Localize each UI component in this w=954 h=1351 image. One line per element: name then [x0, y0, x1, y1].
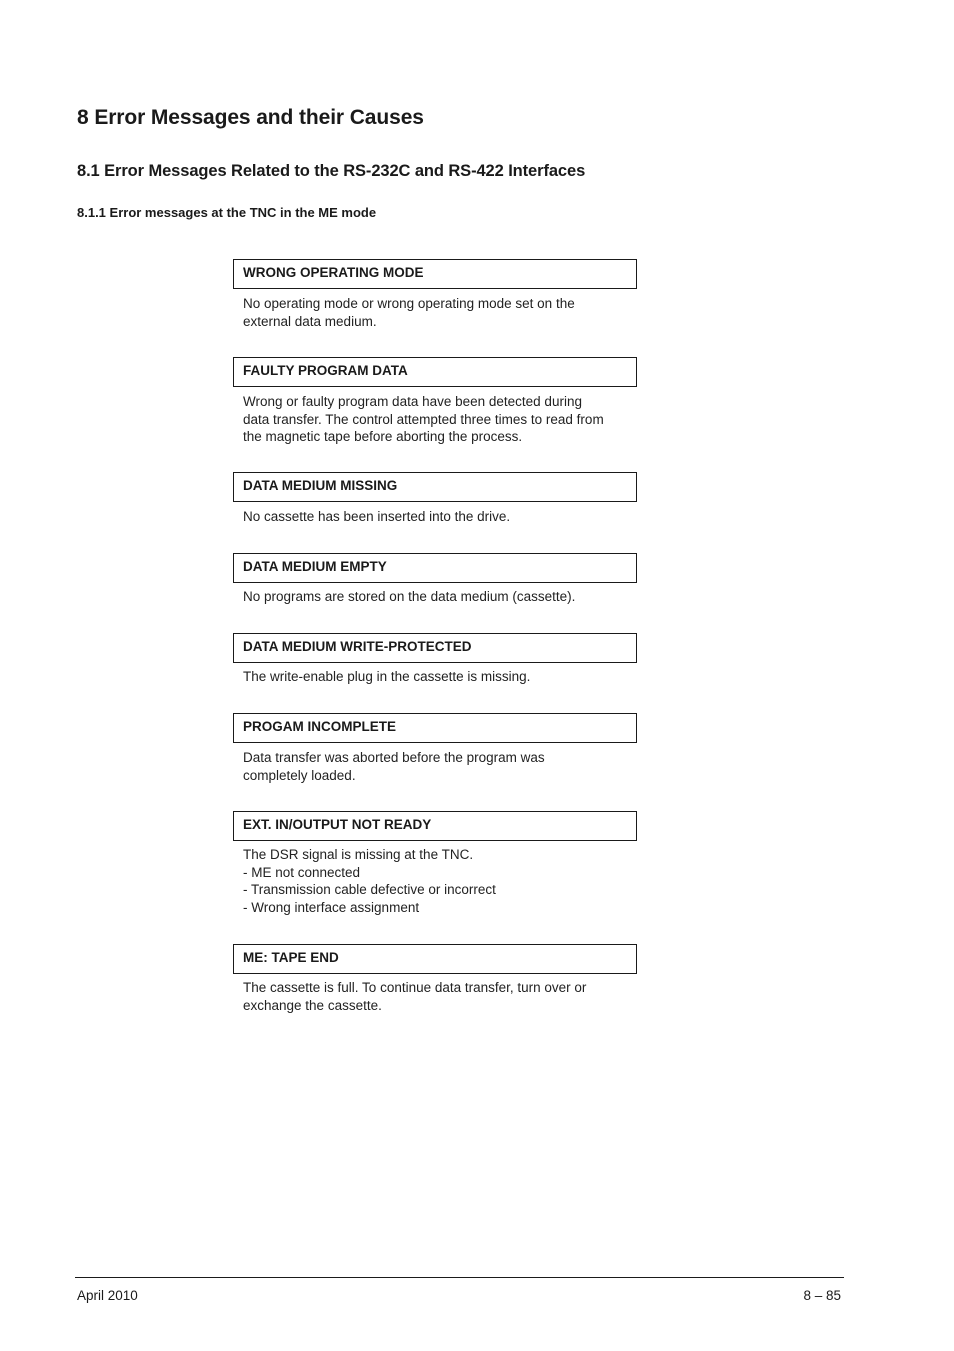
- error-message-box: [233, 944, 637, 974]
- error-message-box: [233, 357, 637, 387]
- error-message-description: [243, 668, 638, 686]
- error-message-box: [233, 713, 637, 743]
- description-line: The DSR signal is missing at the TNC.: [243, 847, 474, 862]
- error-message-box: [233, 553, 637, 583]
- error-message-description: [243, 588, 638, 606]
- error-message-title: FAULTY PROGRAM DATA: [243, 363, 408, 378]
- description-line: completely loaded.: [243, 767, 356, 783]
- error-message-box: [233, 472, 637, 502]
- error-message-box: [233, 633, 637, 663]
- error-message-title: DATA MEDIUM MISSING: [243, 478, 398, 493]
- description-line: the magnetic tape before aborting the process.: [243, 429, 523, 445]
- page-number: 8 – 85: [803, 1288, 841, 1303]
- description-line: No operating mode or wrong operating mode set on the: [243, 296, 575, 311]
- error-message-description: [243, 508, 638, 526]
- description-line: No cassette has been inserted into the drive.: [243, 509, 511, 524]
- footer-divider: [75, 1277, 844, 1278]
- footer-date: April 2010: [77, 1288, 138, 1303]
- description-line: data transfer. The control attempted three times to read from: [243, 411, 604, 427]
- error-message-box: [233, 259, 637, 289]
- error-message-title: ME: TAPE END: [243, 950, 339, 965]
- description-line: Wrong or faulty program data have been detected during: [243, 394, 582, 409]
- description-line: - Transmission cable defective or incorrect: [243, 882, 496, 898]
- description-line: external data medium.: [243, 313, 377, 329]
- error-message-title: EXT. IN/OUTPUT NOT READY: [243, 817, 432, 832]
- error-message-title: WRONG OPERATING MODE: [243, 265, 424, 280]
- error-message-title: DATA MEDIUM EMPTY: [243, 559, 387, 574]
- description-line: - ME not connected: [243, 864, 361, 880]
- error-message-description: [243, 846, 638, 916]
- error-message-title: DATA MEDIUM WRITE-PROTECTED: [243, 639, 472, 654]
- description-line: The write-enable plug in the cassette is missing.: [243, 669, 531, 684]
- description-line: The cassette is full. To continue data transfer, turn over or: [243, 980, 587, 995]
- description-line: Data transfer was aborted before the program was: [243, 750, 545, 765]
- error-message-description: [243, 979, 638, 1014]
- error-message-box: [233, 811, 637, 841]
- section-title: 8.1 Error Messages Related to the RS-232C and RS-422 Interfaces: [77, 162, 586, 180]
- error-message-description: [243, 393, 638, 446]
- error-message-description: [243, 295, 638, 330]
- chapter-title: 8 Error Messages and their Causes: [77, 106, 424, 129]
- subsection-title: 8.1.1 Error messages at the TNC in the ME mode: [77, 205, 377, 220]
- description-line: No programs are stored on the data medium (cassette).: [243, 589, 576, 604]
- error-message-description: [243, 749, 638, 784]
- description-line: - Wrong interface assignment: [243, 899, 420, 915]
- description-line: exchange the cassette.: [243, 997, 382, 1013]
- error-message-title: PROGAM INCOMPLETE: [243, 719, 397, 734]
